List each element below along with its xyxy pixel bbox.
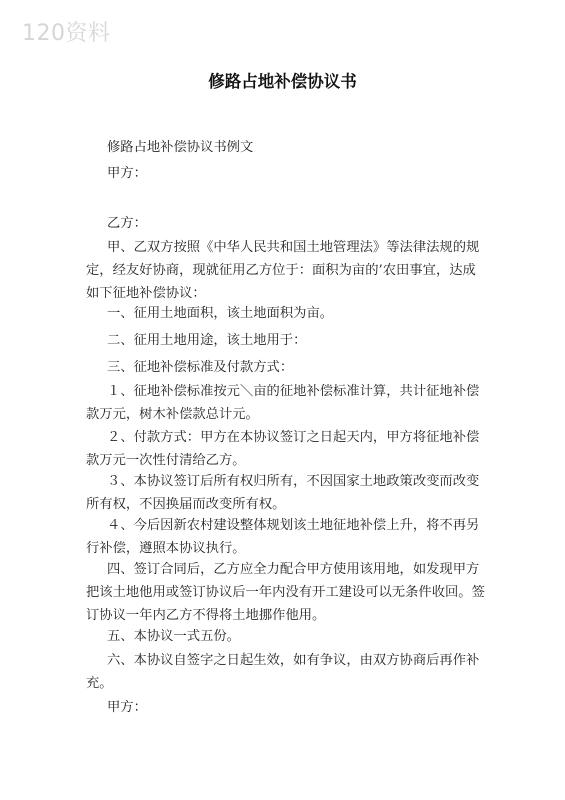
intro-paragraph: 甲、乙双方按照《中华人民共和国土地管理法》等法律法规的规定，经友好协商，现就征用乙方位于：面积为亩的’农田事宜，达成如下征地补偿协议： [86, 240, 480, 301]
clause-6: 六、本协议自签字之日起生效，如有争议，由双方协商后再作补充。 [86, 653, 480, 691]
clause-2: 二、征用土地用途，该土地用于： [107, 333, 307, 348]
party-a-label: 甲方： [107, 166, 147, 181]
clause-3-2: ２、付款方式：甲方在本协议签订之日起天内，甲方将征地补偿款万元一次性付清给乙方。 [86, 430, 480, 468]
clause-1: 一、征用土地面积，该土地面积为亩。 [107, 306, 334, 321]
party-b-label: 乙方： [107, 216, 147, 231]
clause-3: 三、征地补偿标准及付款方式： [107, 360, 294, 375]
document-title: 修路占地补偿协议书 [208, 72, 357, 91]
document-subtitle: 修路占地补偿协议书例文 [107, 140, 254, 155]
clause-3-1: １、征地补偿标准按元＼亩的征地补偿标准计算，共计征地补偿款万元，树木补偿款总计元。 [86, 384, 480, 422]
clause-3-4: ４、今后因新农村建设整体规划该土地征地补偿上升，将不再另行补偿，遵照本协议执行。 [86, 518, 480, 556]
watermark: 120资料 [22, 21, 111, 46]
clause-4: 四、签订合同后，乙方应全力配合甲方使用该用地，如发现甲方把该土地他用或签订协议后一年内没有开工建设可以无条件收回。签订协议一年内乙方不得将土地挪作他用。 [86, 562, 485, 623]
clause-3-3: ３、本协议签订后所有权归所有，不因国家土地政策改变而改变所有权，不因换届而改变所有权。 [86, 474, 480, 512]
party-a-signature-label: 甲方： [107, 700, 147, 715]
clause-5: 五、本协议一式五份。 [107, 629, 240, 644]
